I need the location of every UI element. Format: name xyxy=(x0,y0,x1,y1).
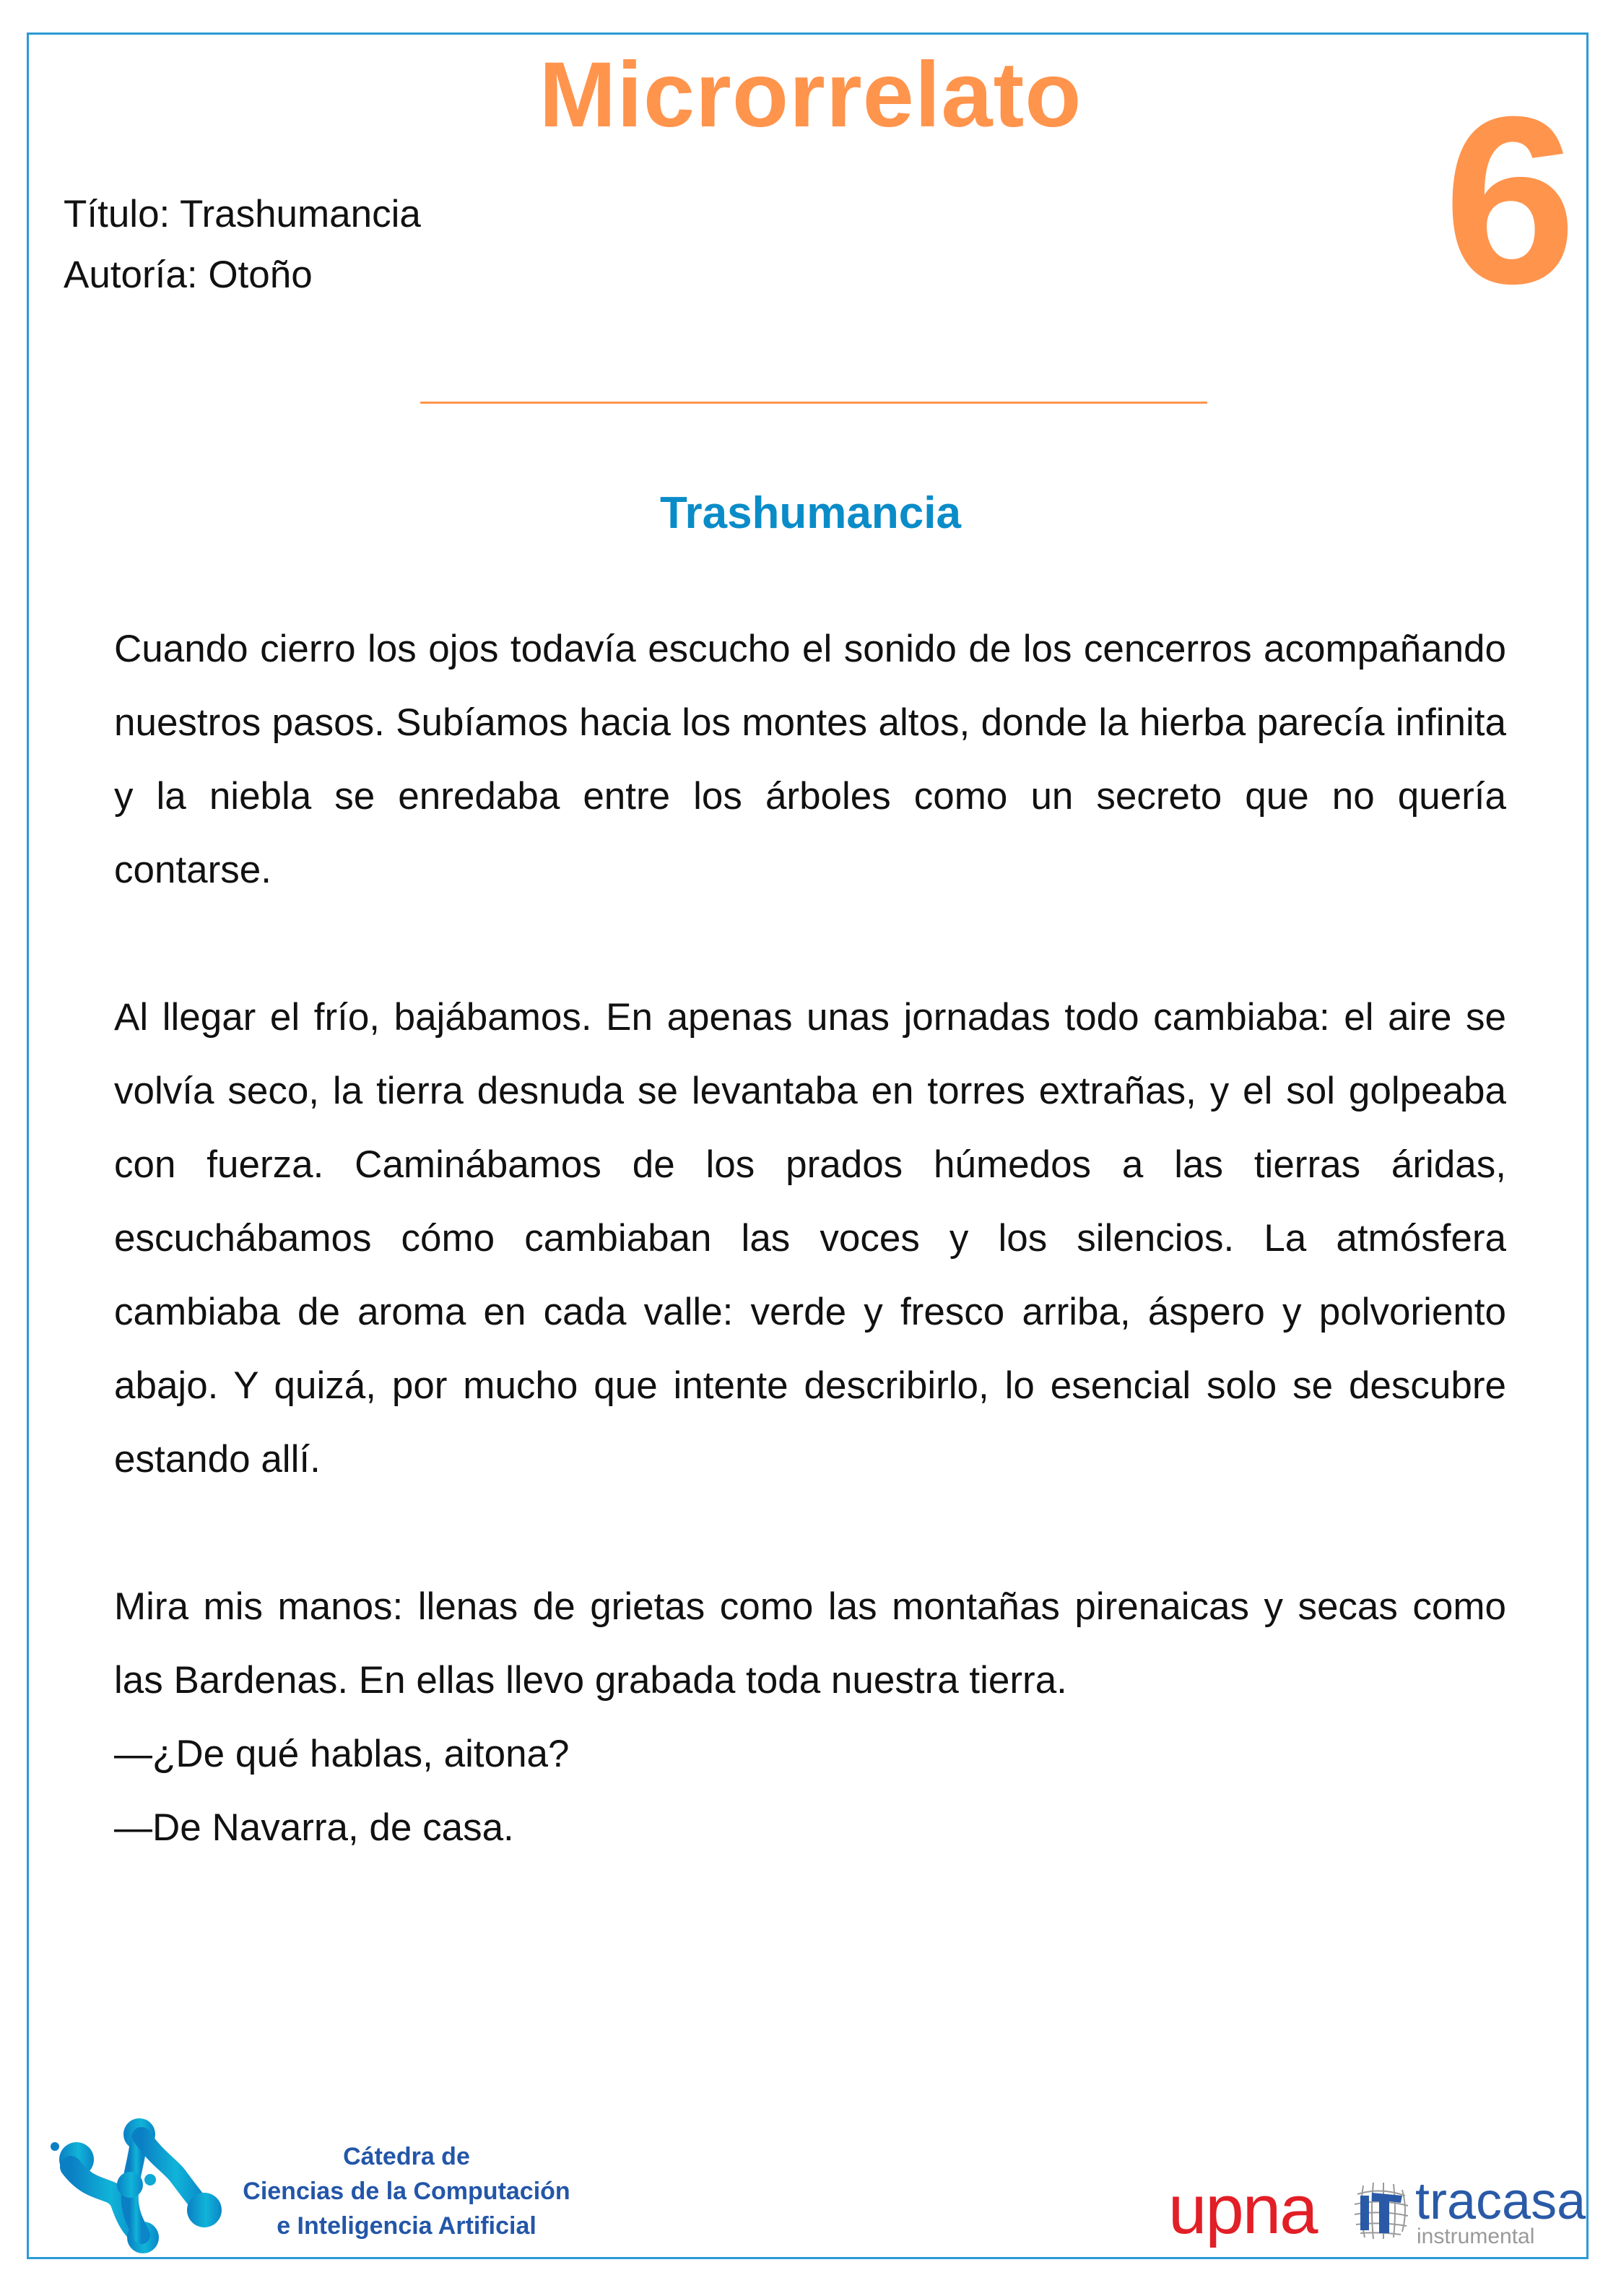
catedra-text xyxy=(222,2139,591,2243)
catedra-line-2: Ciencias de la Computación xyxy=(243,2178,570,2205)
catedra-line-3: e Inteligencia Artificial xyxy=(277,2212,536,2240)
molecule-network-logo-icon xyxy=(49,2116,222,2253)
story-author-meta: Autoría: Otoño xyxy=(64,254,313,296)
orange-divider xyxy=(420,402,1207,404)
story-title-meta: Título: Trashumancia xyxy=(64,193,421,235)
page-title: Microrrelato xyxy=(539,43,1082,147)
it-globe-grid-logo-icon xyxy=(1350,2180,1411,2240)
tracasa-wordmark: tracasa xyxy=(1415,2172,1586,2230)
catedra-logo xyxy=(49,2116,598,2253)
dialog-line: —De Navarra, de casa. xyxy=(114,1806,514,1849)
story-paragraph: Cuando cierro los ojos todavía escucho el sonido de los cencerros acompañando nuestros pasos. Subíamos hacia los montes altos, donde la hierba parecía infinita y la niebla se enredaba entre los árboles como un secreto que no quería contarse. xyxy=(114,628,1506,891)
story-paragraph: Al llegar el frío, bajábamos. En apenas unas jornadas todo cambiaba: el aire se volvía seco, la tierra desnuda se levantaba en torres extrañas, y el sol golpeaba con fuerza. Caminábamos de los prados húmedos a las tierras áridas, escuchábamos cómo cambiaban las voces y los silencios. La atmósfera cambiaba de aroma en cada valle: verde y fresco arriba, áspero y polvoriento abajo. Y quizá, por mucho que intente describirlo, lo esencial solo se descubre estando allí. xyxy=(114,996,1506,1481)
upna-logo: upna xyxy=(1168,2171,1317,2248)
tracasa-logo xyxy=(1350,2172,1586,2259)
paragraph-spacer xyxy=(114,907,1506,981)
tracasa-subtitle: instrumental xyxy=(1417,2224,1535,2248)
paragraph-spacer xyxy=(114,1496,1506,1570)
catedra-line-1: Cátedra de xyxy=(343,2143,470,2170)
story-paragraph: Mira mis manos: llenas de grietas como las montañas pirenaicas y secas como las Bardenas. En ellas llevo grabada toda nuestra tierra. xyxy=(114,1585,1506,1702)
story-number: 6 xyxy=(1443,66,1576,333)
story-body xyxy=(114,612,1506,1865)
dialog-line: —¿De qué hablas, aitona? xyxy=(114,1733,570,1775)
story-heading: Trashumancia xyxy=(660,488,961,538)
